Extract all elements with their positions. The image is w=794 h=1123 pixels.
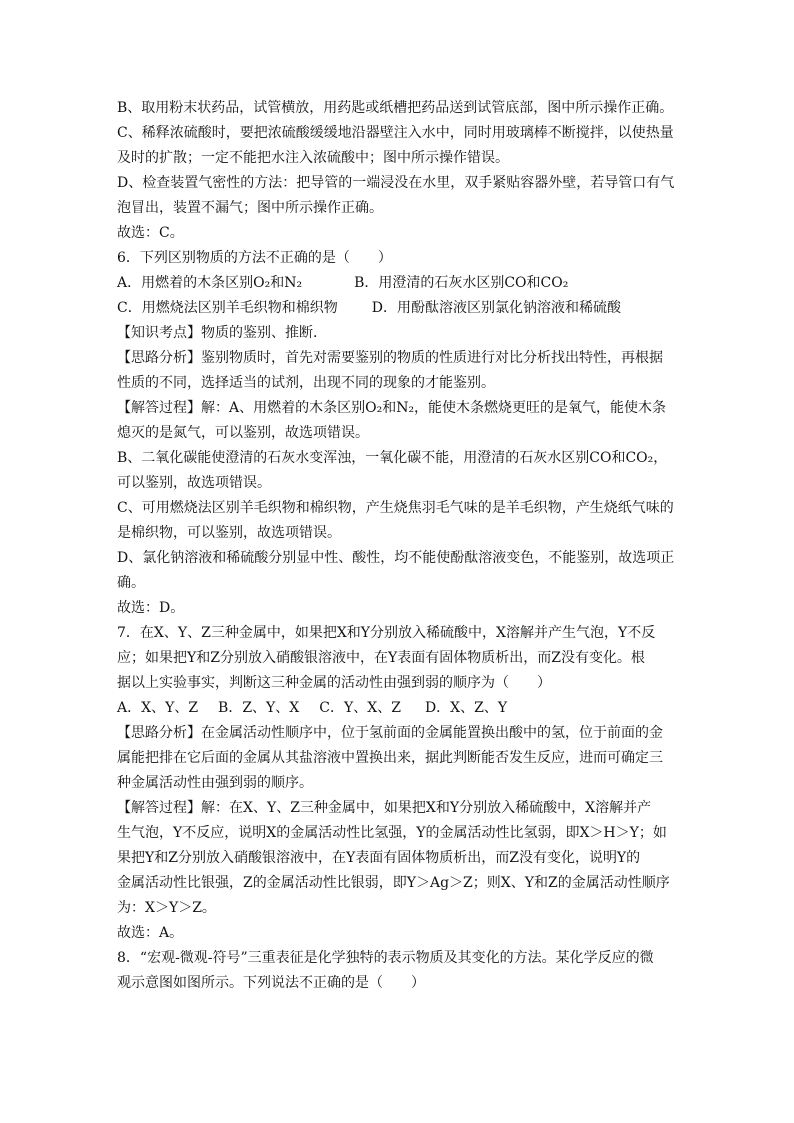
question-7-stem: 应；如果把Y和Z分别放入硝酸银溶液中，在Y表面有固体物质析出，而Z没有变化。根: [117, 650, 645, 666]
solution-line: D、氯化钠溶液和稀硫酸分别显中性、酸性，均不能使酚酞溶液变色，不能鉴别，故选项正: [117, 550, 675, 566]
question-6-stem: 6．下列区别物质的方法不正确的是（ ）: [117, 250, 392, 266]
option-c: C．Y、X、Z: [319, 700, 401, 716]
question-6-options-row-1: [117, 271, 677, 296]
question-8-stem: 观示意图如图所示。下列说法不正确的是（ ）: [117, 975, 425, 991]
solution-line: 为：X＞Y＞Z。: [117, 900, 216, 916]
solution-line: 果把Y和Z分别放入硝酸银溶液中，在Y表面有固体物质析出，而Z没有变化，说明Y的: [117, 850, 641, 866]
answer-line: 故选：C。: [117, 225, 184, 241]
question-7-options: [117, 696, 677, 721]
analysis-line: 【思路分析】鉴别物质时，首先对需要鉴别的物质的性质进行对比分析找出特性，再根据: [117, 350, 663, 366]
option-b: B．Z、Y、X: [218, 700, 300, 716]
question-7-stem: 7．在X、Y、Z三种金属中，如果把X和Y分别放入稀硫酸中，X溶解并产生气泡，Y不反: [117, 625, 656, 641]
option-b: B．用澄清的石灰水区别CO和CO₂: [354, 275, 569, 291]
answer-line: 故选：A。: [117, 925, 184, 941]
option-d: D．X、Z、Y: [424, 700, 508, 716]
option-c: C．用燃烧法区别羊毛织物和棉织物: [117, 300, 338, 316]
solution-line: 可以鉴别，故选项错误。: [117, 475, 271, 491]
document-page: [117, 96, 677, 996]
answer-line: 故选：D。: [117, 600, 185, 616]
text-line: 泡冒出，装置不漏气；图中所示操作正确。: [117, 200, 383, 216]
analysis-line: 属能把排在它后面的金属从其盐溶液中置换出来，据此判断能否发生反应，进而可确定三: [117, 750, 663, 766]
question-7-stem: 据以上实验事实，判断这三种金属的活动性由强到弱的顺序为（ ）: [117, 675, 551, 691]
option-a: A．X、Y、Z: [117, 700, 199, 716]
analysis-line: 性质的不同，选择适当的试剂，出现不同的现象的才能鉴别。: [117, 375, 495, 391]
solution-line: 确。: [117, 575, 145, 591]
solution-line: 生气泡，Y不反应，说明X的金属活动性比氢强，Y的金属活动性比氢弱，即X＞H＞Y；如: [117, 825, 667, 841]
question-6-options-row-2: [117, 296, 677, 321]
question-8-stem: 8．“宏观-微观-符号”三重表征是化学独特的表示物质及其变化的方法。某化学反应的微: [117, 950, 654, 966]
analysis-line: 种金属活动性由强到弱的顺序。: [117, 775, 313, 791]
text-line: D、检查装置气密性的方法：把导管的一端浸没在水里，双手紧贴容器外壁，若导管口有气: [117, 175, 675, 191]
solution-line: 熄灭的是氮气，可以鉴别，故选项错误。: [117, 425, 369, 441]
analysis-line: 【思路分析】在金属活动性顺序中，位于氢前面的金属能置换出酸中的氢，位于前面的金: [117, 725, 663, 741]
solution-line: C、可用燃烧法区别羊毛织物和棉织物，产生烧焦羽毛气味的是羊毛织物，产生烧纸气味的: [117, 500, 674, 516]
solution-line: 【解答过程】解：在X、Y、Z三种金属中，如果把X和Y分别放入稀硫酸中，X溶解并产: [117, 800, 652, 816]
solution-line: 【解答过程】解：A、用燃着的木条区别O₂和N₂，能使木条燃烧更旺的是氧气，能使木条: [117, 400, 667, 416]
solution-line: B、二氧化碳能使澄清的石灰水变浑浊，一氧化碳不能，用澄清的石灰水区别CO和CO₂，: [117, 450, 668, 466]
text-line: C、稀释浓硫酸时，要把浓硫酸缓缓地沿器壁注入水中，同时用玻璃棒不断搅拌，以使热量: [117, 125, 674, 141]
text-line: 及时的扩散；一定不能把水注入浓硫酸中；图中所示操作错误。: [117, 150, 509, 166]
option-a: A．用燃着的木条区别O₂和N₂: [117, 275, 303, 291]
solution-line: 金属活动性比银强，Z的金属活动性比银弱，即Y＞Ag＞Z；则X、Y和Z的金属活动性顺序: [117, 875, 670, 891]
option-d: D．用酚酞溶液区别氯化钠溶液和稀硫酸: [371, 300, 621, 316]
knowledge-point: 【知识考点】物质的鉴别、推断．: [117, 325, 327, 341]
text-line: B、取用粉末状药品，试管横放，用药匙或纸槽把药品送到试管底部，图中所示操作正确。: [117, 100, 674, 116]
solution-line: 是棉织物，可以鉴别，故选项错误。: [117, 525, 341, 541]
